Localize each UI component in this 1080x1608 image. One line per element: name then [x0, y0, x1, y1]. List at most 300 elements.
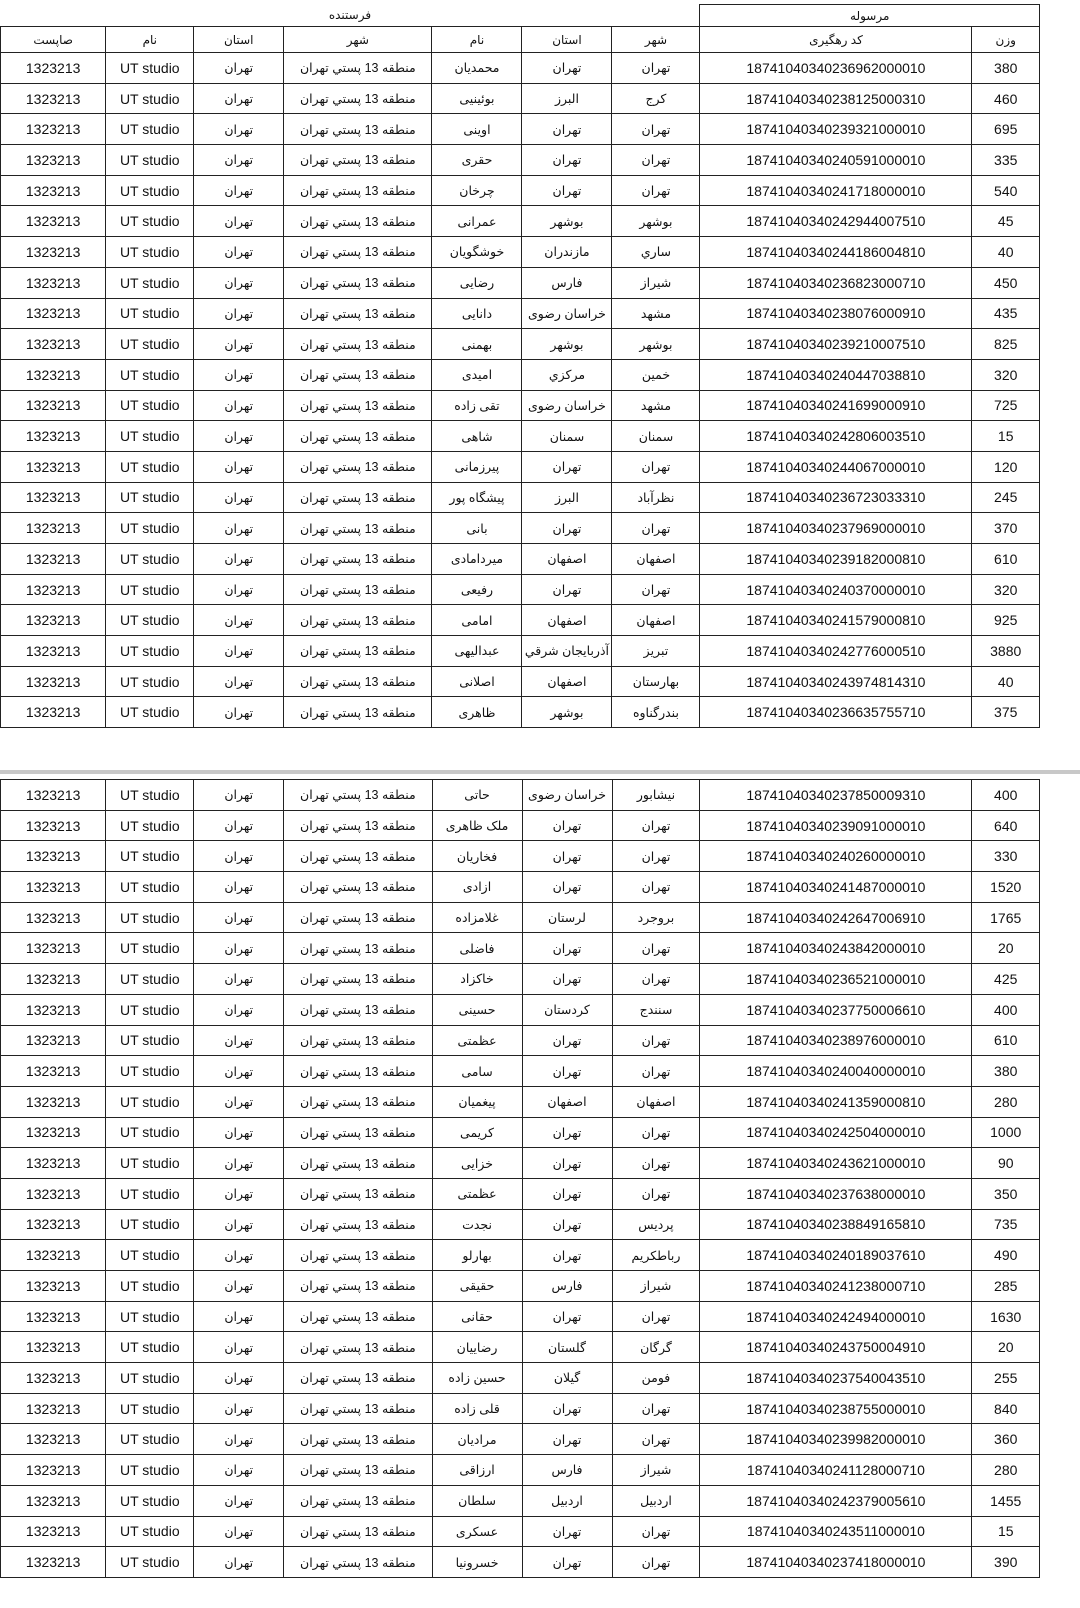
- tracking-code-cell: 18741040340242379005610: [700, 1485, 972, 1516]
- tracking-code-cell: 18741040340241718000010: [700, 175, 972, 206]
- sender-name-cell: UT studio: [106, 841, 194, 872]
- receiver-name-cell: عبداليهى: [432, 636, 522, 667]
- receiver-name-cell: بوئينيى: [432, 83, 522, 114]
- postal-code-cell: 1323213: [1, 390, 106, 421]
- tracking-code-cell: 18741040340241699000910: [700, 390, 972, 421]
- receiver-city-cell: اردبيل: [612, 1485, 700, 1516]
- tracking-code-cell: 18741040340242494000010: [700, 1301, 972, 1332]
- tracking-code-cell: 18741040340242806003510: [700, 421, 972, 452]
- sender-name-cell: UT studio: [106, 1393, 194, 1424]
- postal-code-cell: 1323213: [1, 1547, 106, 1578]
- postal-code-cell: 1323213: [1, 1332, 106, 1363]
- sender-province-cell: تهران: [194, 206, 284, 237]
- sender-name-cell: UT studio: [106, 175, 194, 206]
- table-row: [1, 145, 1040, 176]
- tracking-code-cell: 18741040340239091000010: [700, 810, 972, 841]
- tracking-code-cell: 18741040340243974814310: [700, 666, 972, 697]
- table-row: [1, 780, 1040, 811]
- table-row: [1, 1301, 1040, 1332]
- sender-city-cell: منطقه 13 پستي تهران: [284, 1117, 432, 1148]
- receiver-city-cell: تهران: [612, 145, 700, 176]
- postal-code-cell: 1323213: [1, 329, 106, 360]
- table-row: [1, 1209, 1040, 1240]
- table-row: [1, 1025, 1040, 1056]
- sender-name-cell: UT studio: [106, 1485, 194, 1516]
- sender-name-cell: UT studio: [106, 1056, 194, 1087]
- receiver-province-cell: تهران: [522, 175, 612, 206]
- sender-name-cell: UT studio: [106, 964, 194, 995]
- sender-province-cell: تهران: [194, 964, 284, 995]
- receiver-city-cell: تهران: [612, 964, 700, 995]
- sender-name-cell: UT studio: [106, 1086, 194, 1117]
- sender-province-cell: تهران: [194, 1332, 284, 1363]
- tracking-code-cell: 18741040340239321000010: [700, 114, 972, 145]
- tracking-code-cell: 18741040340239182000810: [700, 544, 972, 575]
- table-row: [1, 544, 1040, 575]
- sender-city-cell: منطقه 13 پستي تهران: [284, 933, 432, 964]
- weight-cell: 725: [972, 390, 1040, 421]
- postal-code-cell: 1323213: [1, 1516, 106, 1547]
- postal-code-cell: 1323213: [1, 872, 106, 903]
- receiver-name-cell: فاضلى: [432, 933, 522, 964]
- sender-name-cell: UT studio: [106, 994, 194, 1025]
- table-row: [1, 359, 1040, 390]
- receiver-name-cell: تقى زاده: [432, 390, 522, 421]
- receiver-city-cell: تهران: [612, 114, 700, 145]
- tracking-code-cell: 18741040340237850009310: [700, 780, 972, 811]
- sender-province-cell: تهران: [194, 1178, 284, 1209]
- receiver-province-cell: بوشهر: [522, 206, 612, 237]
- receiver-province-cell: تهران: [522, 810, 612, 841]
- sender-name-cell: UT studio: [106, 329, 194, 360]
- weight-cell: 370: [972, 513, 1040, 544]
- table-row: [1, 1117, 1040, 1148]
- sender-province-cell: تهران: [194, 1455, 284, 1486]
- sender-name-cell: UT studio: [106, 359, 194, 390]
- weight-cell: 925: [972, 605, 1040, 636]
- sender-name-cell: UT studio: [106, 902, 194, 933]
- receiver-city-cell: تهران: [612, 513, 700, 544]
- table-1-body: [1, 5, 1040, 728]
- sender-name-cell: UT studio: [106, 1424, 194, 1455]
- postal-code-cell: 1323213: [1, 175, 106, 206]
- postal-code-cell: 1323213: [1, 83, 106, 114]
- sender-province-cell: تهران: [194, 482, 284, 513]
- sender-province-cell: تهران: [194, 53, 284, 84]
- weight-cell: 20: [972, 1332, 1040, 1363]
- table-row: [1, 513, 1040, 544]
- postal-code-cell: 1323213: [1, 237, 106, 268]
- receiver-province-cell: تهران: [522, 1547, 612, 1578]
- table-row: [1, 1240, 1040, 1271]
- receiver-city-cell: نظرآباد: [612, 482, 700, 513]
- receiver-province-cell: تهران: [522, 1240, 612, 1271]
- weight-cell: 840: [972, 1393, 1040, 1424]
- table-row: [1, 964, 1040, 995]
- table-row: [1, 298, 1040, 329]
- sender-city-cell: منطقه 13 پستي تهران: [284, 298, 432, 329]
- receiver-name-cell: ظاهرى: [432, 697, 522, 728]
- table-row: [1, 1516, 1040, 1547]
- receiver-name-cell: ازادى: [432, 872, 522, 903]
- tracking-code-cell: 18741040340243750004910: [700, 1332, 972, 1363]
- sender-province-cell: تهران: [194, 390, 284, 421]
- postal-code-cell: 1323213: [1, 114, 106, 145]
- sender-name-cell: UT studio: [106, 574, 194, 605]
- weight-cell: 120: [972, 451, 1040, 482]
- receiver-city-cell: فومن: [612, 1363, 700, 1394]
- receiver-name-cell: اوينى: [432, 114, 522, 145]
- weight-cell: 255: [972, 1363, 1040, 1394]
- sender-province-cell: تهران: [194, 994, 284, 1025]
- tracking-code-cell: 18741040340238849165810: [700, 1209, 972, 1240]
- tracking-code-cell: 18741040340241487000010: [700, 872, 972, 903]
- receiver-city-cell: بندرگناوه: [612, 697, 700, 728]
- sender-city-cell: منطقه 13 پستي تهران: [284, 175, 432, 206]
- receiver-province-cell: تهران: [522, 841, 612, 872]
- receiver-province-cell: تهران: [522, 1148, 612, 1179]
- sender-city-cell: منطقه 13 پستي تهران: [284, 1209, 432, 1240]
- sender-city-cell: منطقه 13 پستي تهران: [284, 1301, 432, 1332]
- tracking-code-cell: 18741040340236823000710: [700, 267, 972, 298]
- receiver-name-cell: فخاريان: [432, 841, 522, 872]
- receiver-province-cell: خراسان رضوى: [522, 298, 612, 329]
- col-header-tracking-code: کد رهگیری: [700, 27, 972, 53]
- sender-name-cell: UT studio: [106, 451, 194, 482]
- sender-city-cell: منطقه 13 پستي تهران: [284, 267, 432, 298]
- table-row: [1, 1363, 1040, 1394]
- postal-code-cell: 1323213: [1, 451, 106, 482]
- sender-name-cell: UT studio: [106, 1516, 194, 1547]
- sender-city-cell: منطقه 13 پستي تهران: [284, 810, 432, 841]
- table-row: [1, 114, 1040, 145]
- postal-code-cell: 1323213: [1, 1117, 106, 1148]
- weight-cell: 40: [972, 237, 1040, 268]
- table-row: [1, 810, 1040, 841]
- sender-name-cell: UT studio: [106, 114, 194, 145]
- sender-name-cell: UT studio: [106, 544, 194, 575]
- receiver-city-cell: تهران: [612, 1117, 700, 1148]
- sender-city-cell: منطقه 13 پستي تهران: [284, 574, 432, 605]
- sender-city-cell: منطقه 13 پستي تهران: [284, 697, 432, 728]
- weight-cell: 15: [972, 421, 1040, 452]
- tracking-code-cell: 18741040340237418000010: [700, 1547, 972, 1578]
- col-header-weight: وزن: [972, 27, 1040, 53]
- sender-province-cell: تهران: [194, 933, 284, 964]
- postal-code-cell: 1323213: [1, 53, 106, 84]
- sender-province-cell: تهران: [194, 1301, 284, 1332]
- receiver-province-cell: گيلان: [522, 1363, 612, 1394]
- tracking-code-cell: 18741040340240189037610: [700, 1240, 972, 1271]
- receiver-city-cell: تهران: [612, 1547, 700, 1578]
- receiver-city-cell: شيراز: [612, 1271, 700, 1302]
- receiver-city-cell: تهران: [612, 810, 700, 841]
- receiver-province-cell: البرز: [522, 482, 612, 513]
- sender-name-cell: UT studio: [106, 1271, 194, 1302]
- tracking-code-cell: 18741040340243842000010: [700, 933, 972, 964]
- receiver-province-cell: تهران: [522, 53, 612, 84]
- tracking-code-cell: 18741040340237969000010: [700, 513, 972, 544]
- weight-cell: 40: [972, 666, 1040, 697]
- receiver-province-cell: اردبيل: [522, 1485, 612, 1516]
- postal-code-cell: 1323213: [1, 933, 106, 964]
- col-header-sender-city: شهر: [284, 27, 432, 53]
- sender-name-cell: UT studio: [106, 1209, 194, 1240]
- sender-name-cell: UT studio: [106, 390, 194, 421]
- tracking-code-cell: 18741040340240040000010: [700, 1056, 972, 1087]
- group-parcel-header: مرسوله: [700, 5, 1040, 27]
- receiver-province-cell: سمنان: [522, 421, 612, 452]
- receiver-province-cell: بوشهر: [522, 329, 612, 360]
- receiver-name-cell: عمرانى: [432, 206, 522, 237]
- sender-province-cell: تهران: [194, 636, 284, 667]
- sender-name-cell: UT studio: [106, 1455, 194, 1486]
- sender-province-cell: تهران: [194, 1025, 284, 1056]
- postal-code-cell: 1323213: [1, 780, 106, 811]
- receiver-name-cell: قلى زاده: [432, 1393, 522, 1424]
- sender-city-cell: منطقه 13 پستي تهران: [284, 964, 432, 995]
- sender-city-cell: منطقه 13 پستي تهران: [284, 1178, 432, 1209]
- weight-cell: 360: [972, 1424, 1040, 1455]
- tracking-code-cell: 18741040340241359000810: [700, 1086, 972, 1117]
- weight-cell: 320: [972, 574, 1040, 605]
- receiver-name-cell: عسکرى: [432, 1516, 522, 1547]
- receiver-province-cell: اصفهان: [522, 1086, 612, 1117]
- receiver-province-cell: تهران: [522, 1424, 612, 1455]
- receiver-city-cell: تهران: [612, 451, 700, 482]
- tracking-code-cell: 18741040340242647006910: [700, 902, 972, 933]
- sender-province-cell: تهران: [194, 1547, 284, 1578]
- receiver-name-cell: خوشگويان: [432, 237, 522, 268]
- table-row: [1, 574, 1040, 605]
- sender-name-cell: UT studio: [106, 1301, 194, 1332]
- weight-cell: 20: [972, 933, 1040, 964]
- sender-name-cell: UT studio: [106, 636, 194, 667]
- sender-city-cell: منطقه 13 پستي تهران: [284, 902, 432, 933]
- receiver-city-cell: تهران: [612, 933, 700, 964]
- receiver-city-cell: خمين: [612, 359, 700, 390]
- shipments-table-1: [0, 4, 1040, 728]
- receiver-name-cell: حقرى: [432, 145, 522, 176]
- receiver-city-cell: شيراز: [612, 1455, 700, 1486]
- receiver-name-cell: سامى: [432, 1056, 522, 1087]
- sender-name-cell: UT studio: [106, 1363, 194, 1394]
- sender-name-cell: UT studio: [106, 1025, 194, 1056]
- postal-code-cell: 1323213: [1, 994, 106, 1025]
- receiver-name-cell: بانى: [432, 513, 522, 544]
- receiver-city-cell: تهران: [612, 841, 700, 872]
- receiver-province-cell: خراسان رضوى: [522, 390, 612, 421]
- receiver-province-cell: تهران: [522, 114, 612, 145]
- tracking-code-cell: 18741040340239210007510: [700, 329, 972, 360]
- receiver-name-cell: مراديان: [432, 1424, 522, 1455]
- weight-cell: 540: [972, 175, 1040, 206]
- sender-province-cell: تهران: [194, 780, 284, 811]
- sender-province-cell: تهران: [194, 1209, 284, 1240]
- receiver-city-cell: مشهد: [612, 298, 700, 329]
- receiver-name-cell: بهارلو: [432, 1240, 522, 1271]
- tracking-code-cell: 18741040340240447038810: [700, 359, 972, 390]
- receiver-city-cell: ساري: [612, 237, 700, 268]
- sender-province-cell: تهران: [194, 1148, 284, 1179]
- receiver-city-cell: تهران: [612, 574, 700, 605]
- receiver-city-cell: بهارستان: [612, 666, 700, 697]
- table-row: [1, 175, 1040, 206]
- sender-province-cell: تهران: [194, 513, 284, 544]
- sender-name-cell: UT studio: [106, 810, 194, 841]
- sender-province-cell: تهران: [194, 697, 284, 728]
- receiver-name-cell: سلطان: [432, 1485, 522, 1516]
- sender-province-cell: تهران: [194, 1056, 284, 1087]
- receiver-name-cell: رضايى: [432, 267, 522, 298]
- receiver-city-cell: بوشهر: [612, 206, 700, 237]
- sender-city-cell: منطقه 13 پستي تهران: [284, 237, 432, 268]
- receiver-name-cell: نجدت: [432, 1209, 522, 1240]
- weight-cell: 695: [972, 114, 1040, 145]
- receiver-name-cell: اميدى: [432, 359, 522, 390]
- sender-name-cell: UT studio: [106, 83, 194, 114]
- sender-city-cell: منطقه 13 پستي تهران: [284, 1455, 432, 1486]
- sender-province-cell: تهران: [194, 329, 284, 360]
- weight-cell: 1520: [972, 872, 1040, 903]
- sender-province-cell: تهران: [194, 1117, 284, 1148]
- postal-code-cell: 1323213: [1, 1455, 106, 1486]
- weight-cell: 425: [972, 964, 1040, 995]
- receiver-name-cell: ميردامادى: [432, 544, 522, 575]
- sender-city-cell: منطقه 13 پستي تهران: [284, 1056, 432, 1087]
- sender-name-cell: UT studio: [106, 666, 194, 697]
- receiver-city-cell: مشهد: [612, 390, 700, 421]
- sender-province-cell: تهران: [194, 421, 284, 452]
- table-row: [1, 237, 1040, 268]
- sender-city-cell: منطقه 13 پستي تهران: [284, 482, 432, 513]
- sender-city-cell: منطقه 13 پستي تهران: [284, 780, 432, 811]
- weight-cell: 335: [972, 145, 1040, 176]
- sender-city-cell: منطقه 13 پستي تهران: [284, 513, 432, 544]
- sender-city-cell: منطقه 13 پستي تهران: [284, 872, 432, 903]
- table-row: [1, 841, 1040, 872]
- tracking-code-cell: 18741040340236635755710: [700, 697, 972, 728]
- receiver-name-cell: عظمتى: [432, 1025, 522, 1056]
- receiver-city-cell: تهران: [612, 1056, 700, 1087]
- receiver-name-cell: پيغميان: [432, 1086, 522, 1117]
- postal-code-cell: 1323213: [1, 1240, 106, 1271]
- sender-province-cell: تهران: [194, 359, 284, 390]
- sender-name-cell: UT studio: [106, 145, 194, 176]
- sender-name-cell: UT studio: [106, 267, 194, 298]
- postal-code-cell: 1323213: [1, 605, 106, 636]
- tracking-code-cell: 18741040340241579000810: [700, 605, 972, 636]
- receiver-city-cell: اصفهان: [612, 605, 700, 636]
- tracking-code-cell: 18741040340236521000010: [700, 964, 972, 995]
- table-row: [1, 329, 1040, 360]
- tracking-code-cell: 18741040340241128000710: [700, 1455, 972, 1486]
- tracking-code-cell: 18741040340236723033310: [700, 482, 972, 513]
- weight-cell: 435: [972, 298, 1040, 329]
- weight-cell: 1765: [972, 902, 1040, 933]
- tracking-code-cell: 18741040340240260000010: [700, 841, 972, 872]
- weight-cell: 350: [972, 1178, 1040, 1209]
- table-row: [1, 1424, 1040, 1455]
- col-header-receiver-province: استان: [522, 27, 612, 53]
- table-row: [1, 482, 1040, 513]
- sender-city-cell: منطقه 13 پستي تهران: [284, 1547, 432, 1578]
- table-row: [1, 267, 1040, 298]
- sender-city-cell: منطقه 13 پستي تهران: [284, 841, 432, 872]
- sender-city-cell: منطقه 13 پستي تهران: [284, 1025, 432, 1056]
- tracking-code-cell: 18741040340238125000310: [700, 83, 972, 114]
- table-row: [1, 605, 1040, 636]
- receiver-name-cell: حقانى: [432, 1301, 522, 1332]
- sender-city-cell: منطقه 13 پستي تهران: [284, 53, 432, 84]
- weight-cell: 400: [972, 780, 1040, 811]
- col-header-receiver-name: نام: [432, 27, 522, 53]
- sender-province-cell: تهران: [194, 114, 284, 145]
- receiver-city-cell: تهران: [612, 175, 700, 206]
- receiver-province-cell: تهران: [522, 1393, 612, 1424]
- postal-code-cell: 1323213: [1, 267, 106, 298]
- receiver-city-cell: تهران: [612, 53, 700, 84]
- receiver-province-cell: خراسان رضوى: [522, 780, 612, 811]
- receiver-city-cell: پرديس: [612, 1209, 700, 1240]
- sender-province-cell: تهران: [194, 666, 284, 697]
- receiver-name-cell: امامى: [432, 605, 522, 636]
- receiver-province-cell: مرکزي: [522, 359, 612, 390]
- tracking-code-cell: 18741040340236962000010: [700, 53, 972, 84]
- receiver-city-cell: تبريز: [612, 636, 700, 667]
- tracking-code-cell: 18741040340242944007510: [700, 206, 972, 237]
- receiver-name-cell: پيشگاه پور: [432, 482, 522, 513]
- weight-cell: 15: [972, 1516, 1040, 1547]
- sender-city-cell: منطقه 13 پستي تهران: [284, 451, 432, 482]
- postal-code-cell: 1323213: [1, 1424, 106, 1455]
- sender-city-cell: منطقه 13 پستي تهران: [284, 1516, 432, 1547]
- receiver-city-cell: سمنان: [612, 421, 700, 452]
- receiver-province-cell: فارس: [522, 1271, 612, 1302]
- table-row: [1, 1271, 1040, 1302]
- receiver-city-cell: تهران: [612, 1148, 700, 1179]
- table-row: [1, 1178, 1040, 1209]
- tracking-code-cell: 18741040340238076000910: [700, 298, 972, 329]
- sender-province-cell: تهران: [194, 872, 284, 903]
- table-row: [1, 53, 1040, 84]
- sender-city-cell: منطقه 13 پستي تهران: [284, 1332, 432, 1363]
- table-row: [1, 1547, 1040, 1578]
- sender-name-cell: UT studio: [106, 780, 194, 811]
- weight-cell: 400: [972, 994, 1040, 1025]
- receiver-province-cell: تهران: [522, 1516, 612, 1547]
- sender-name-cell: UT studio: [106, 206, 194, 237]
- table-row: [1, 390, 1040, 421]
- receiver-name-cell: خزايى: [432, 1148, 522, 1179]
- receiver-name-cell: غلامزاده: [432, 902, 522, 933]
- table-row: [1, 636, 1040, 667]
- postal-code-cell: 1323213: [1, 206, 106, 237]
- sender-province-cell: تهران: [194, 237, 284, 268]
- postal-code-cell: 1323213: [1, 1209, 106, 1240]
- weight-cell: 380: [972, 1056, 1040, 1087]
- sender-province-cell: تهران: [194, 451, 284, 482]
- weight-cell: 330: [972, 841, 1040, 872]
- weight-cell: 825: [972, 329, 1040, 360]
- sender-city-cell: منطقه 13 پستي تهران: [284, 329, 432, 360]
- receiver-city-cell: کرج: [612, 83, 700, 114]
- sender-city-cell: منطقه 13 پستي تهران: [284, 666, 432, 697]
- sender-province-cell: تهران: [194, 267, 284, 298]
- weight-cell: 90: [972, 1148, 1040, 1179]
- receiver-name-cell: رفيعى: [432, 574, 522, 605]
- table-row: [1, 902, 1040, 933]
